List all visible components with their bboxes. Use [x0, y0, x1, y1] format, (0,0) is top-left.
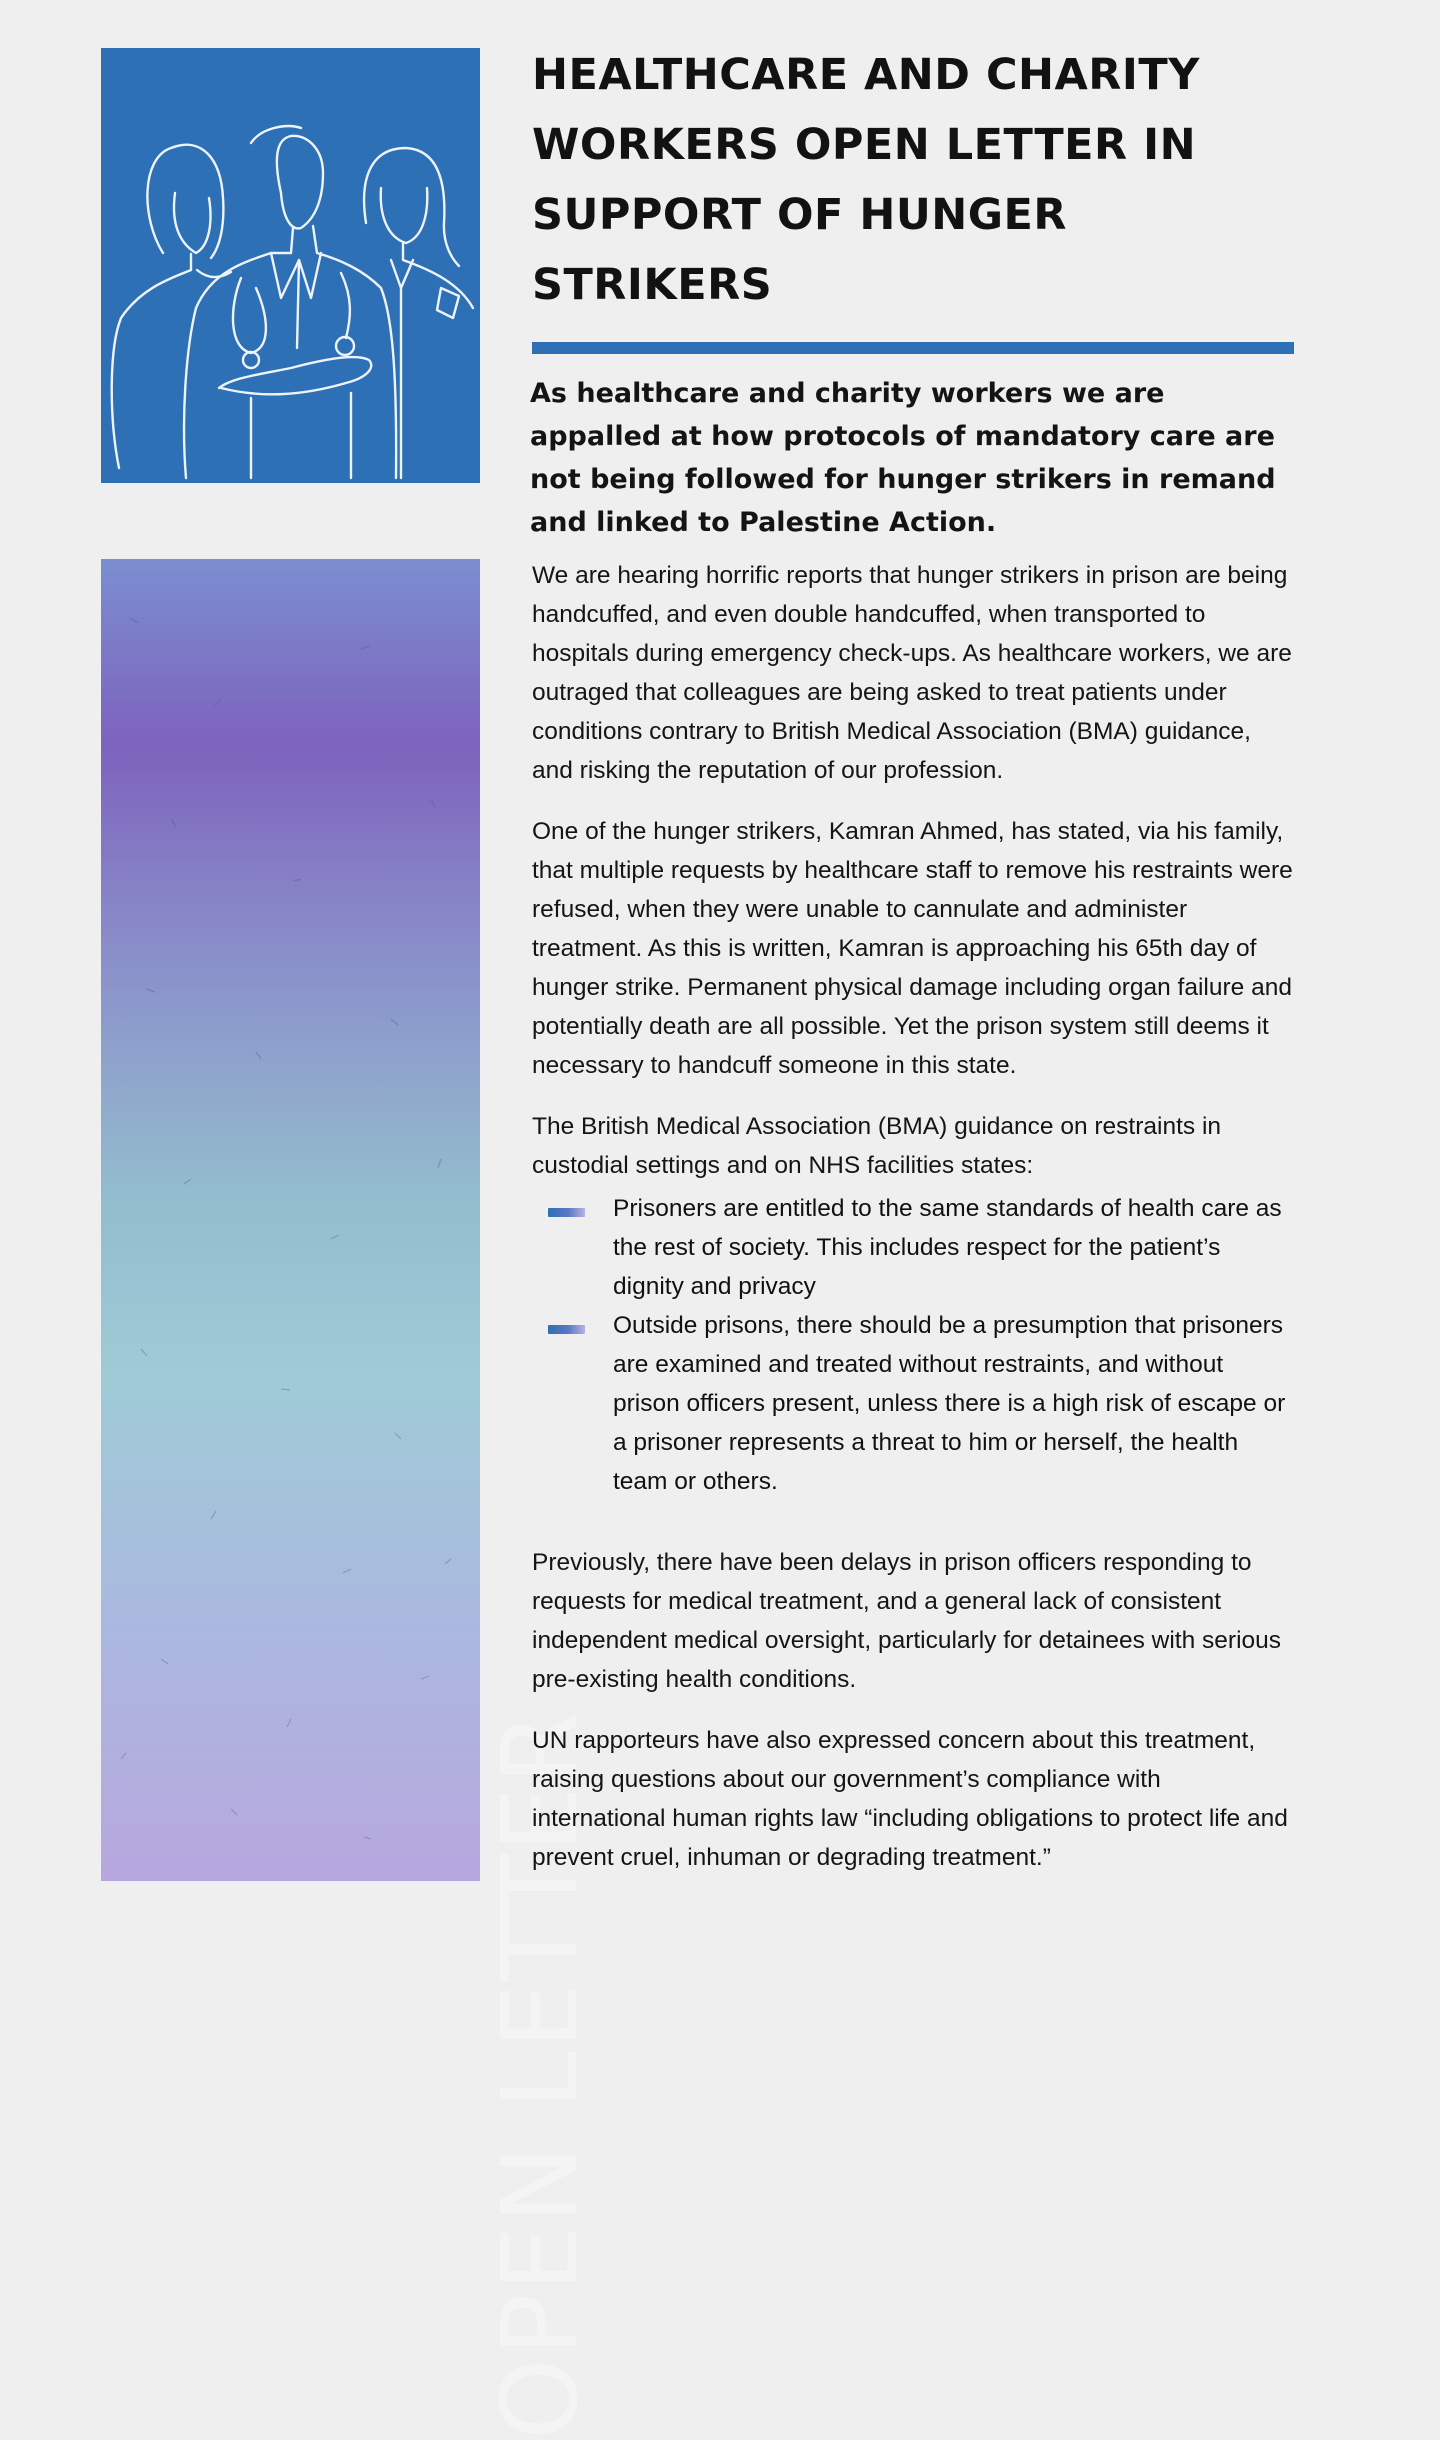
- list-item: [532, 1306, 1295, 1501]
- title-line-1: HEALTHCARE AND CHARITY: [532, 50, 1200, 100]
- bullet-text: Outside prisons, there should be a presumption that prisoners are examined and treated without restraints, and without prison officers present, unless there is a high risk of escape or a prisoner represents a threat to him or herself, the health team or others.: [613, 1312, 1286, 1495]
- paragraph-handcuffed-reports: We are hearing horrific reports that hunger strikers in prison are being handcuffed, and even double handcuffed, when transported to hospitals during emergency check-ups. As healthcare workers, we are outraged that colleagues are being asked to treat patients under conditions contrary to British Medical Association (BMA) guidance, and risking the reputation of our profession.: [532, 562, 1292, 784]
- list-item: [532, 1189, 1295, 1306]
- paragraph-kamran-ahmed: One of the hunger strikers, Kamran Ahmed, has stated, via his family, that multiple requests by healthcare staff to remove his restraints were refused, when they were unable to cannulate and administer treatment. As this is written, Kamran is approaching his 65th day of hunger strike. Permanent physical damage including organ failure and potentially death are all possible. Yet the prison system still deems it necessary to handcuff someone in this state.: [532, 818, 1293, 1079]
- healthcare-workers-illustration: [101, 48, 480, 483]
- paragraph-un-rapporteurs: UN rapporteurs have also expressed concern about this treatment, raising questions about our government’s compliance with international human rights law “including obligations to protect life and prevent cruel, inhuman or degrading treatment.”: [532, 1727, 1288, 1871]
- open-letter-banner: [101, 559, 601, 2440]
- letter-content: [532, 40, 1295, 1877]
- bullet-text: Prisoners are entitled to the same standards of health care as the rest of society. This includes respect for the patient’s dignity and privacy: [613, 1195, 1282, 1300]
- paper-texture-decoration: [101, 559, 480, 1881]
- bullet-dash-icon: [548, 1208, 585, 1217]
- bma-guidance-list: [532, 1189, 1295, 1501]
- title-divider: [532, 342, 1294, 354]
- page-title: [532, 40, 1295, 320]
- paragraph-delays: Previously, there have been delays in prison officers responding to requests for medical treatment, and a general lack of consistent independent medical oversight, particularly for detainees with serious pre-existing health conditions.: [532, 1549, 1282, 1693]
- title-line-2: WORKERS OPEN LETTER IN: [532, 120, 1197, 170]
- title-line-3: SUPPORT OF HUNGER STRIKERS: [532, 190, 1068, 310]
- lead-paragraph: As healthcare and charity workers we are appalled at how protocols of mandatory care are not being followed for hunger strikers in remand and linked to Palestine Action.: [530, 378, 1276, 538]
- bullet-dash-icon: [548, 1325, 585, 1334]
- open-letter-vertical-text: OPEN LETTER: [479, 1710, 601, 2440]
- healthcare-workers-icon: [101, 48, 480, 483]
- paragraph-bma-guidance-intro: The British Medical Association (BMA) guidance on restraints in custodial settings and on NHS facilities states:: [532, 1113, 1222, 1179]
